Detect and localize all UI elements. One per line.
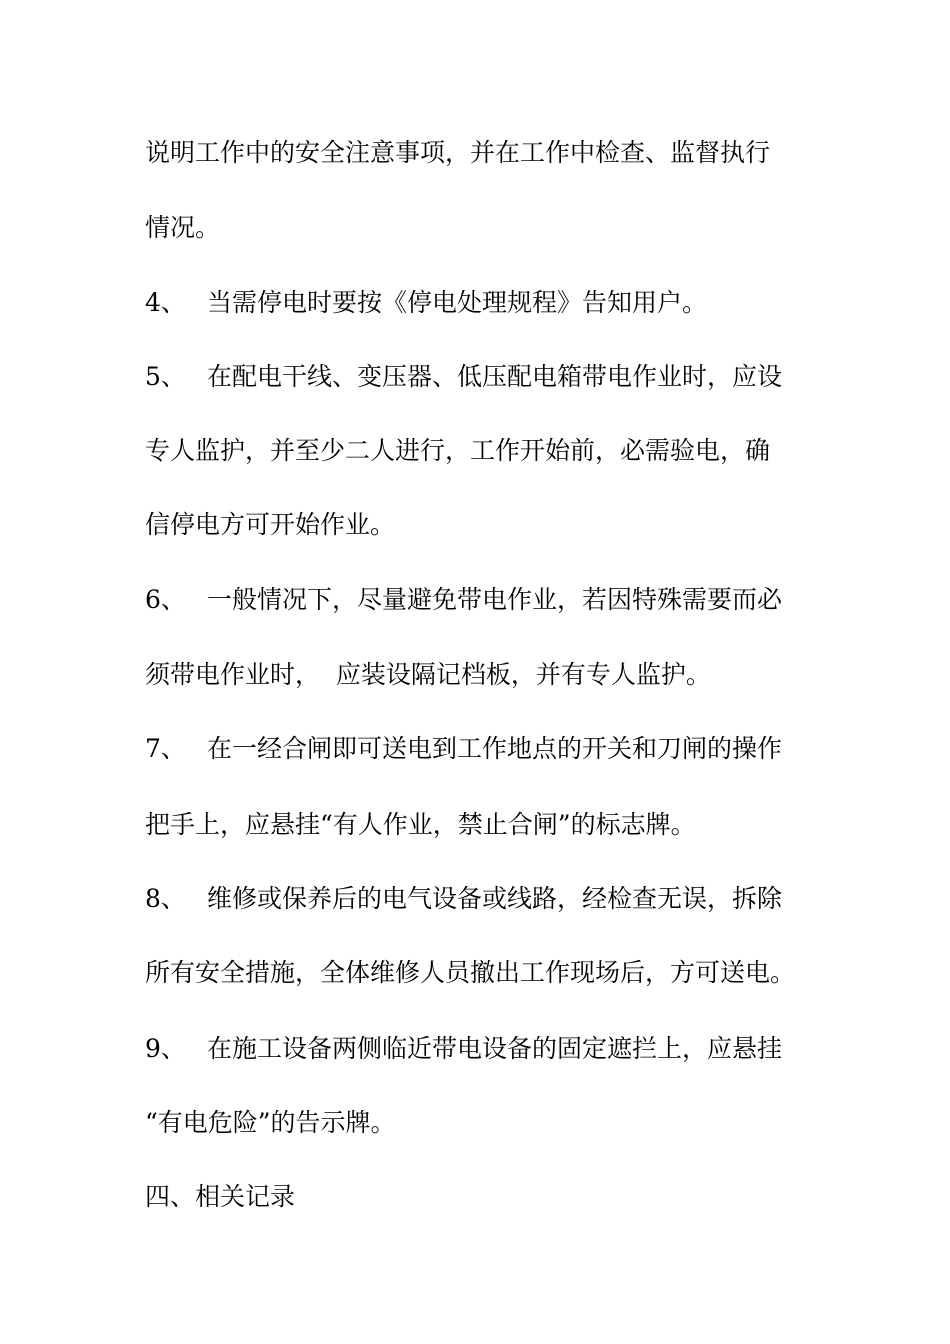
item-number: 6、	[145, 585, 186, 614]
item-text: 一般情况下，尽量避免带电作业，若因特殊需要而必	[207, 585, 783, 614]
list-item-5	[145, 362, 825, 392]
paragraph-line: 所有安全措施，全体维修人员撤出工作现场后，方可送电。	[145, 958, 796, 987]
list-item-6	[145, 585, 825, 615]
item-number: 5、	[145, 362, 186, 391]
item-text: 在施工设备两侧临近带电设备的固定遮拦上，应悬挂	[207, 1034, 783, 1063]
paragraph-line: 专人监护，并至少二人进行，工作开始前，必需验电，确	[145, 436, 771, 465]
list-item-9	[145, 1034, 825, 1064]
item-text: 维修或保养后的电气设备或线路，经检查无误，拆除	[207, 884, 783, 913]
item-text: 在一经合闸即可送电到工作地点的开关和刀闸的操作	[207, 734, 783, 763]
item-text: 在配电干线、变压器、低压配电箱带电作业时，应设	[207, 362, 783, 391]
paragraph-line: 说明工作中的安全注意事项，并在工作中检查、监督执行	[145, 138, 771, 167]
section-heading: 四、相关记录	[145, 1182, 296, 1211]
item-number: 4、	[145, 288, 186, 317]
paragraph-line: 信停电方可开始作业。	[145, 510, 396, 539]
list-item-7	[145, 734, 825, 764]
paragraph-line: 须带电作业时， 应装设隔记档板，并有专人监护。	[145, 660, 711, 689]
paragraph-line: 情况。	[145, 213, 221, 242]
paragraph-line: 把手上，应悬挂“有人作业，禁止合闸”的标志牌。	[145, 810, 696, 839]
list-item-8	[145, 884, 825, 914]
list-item-4	[145, 288, 825, 318]
paragraph-line: “有电危险”的告示牌。	[145, 1108, 396, 1137]
item-number: 9、	[145, 1034, 186, 1063]
item-number: 8、	[145, 884, 186, 913]
item-number: 7、	[145, 734, 186, 763]
item-text: 当需停电时要按《停电处理规程》告知用户。	[207, 288, 708, 317]
